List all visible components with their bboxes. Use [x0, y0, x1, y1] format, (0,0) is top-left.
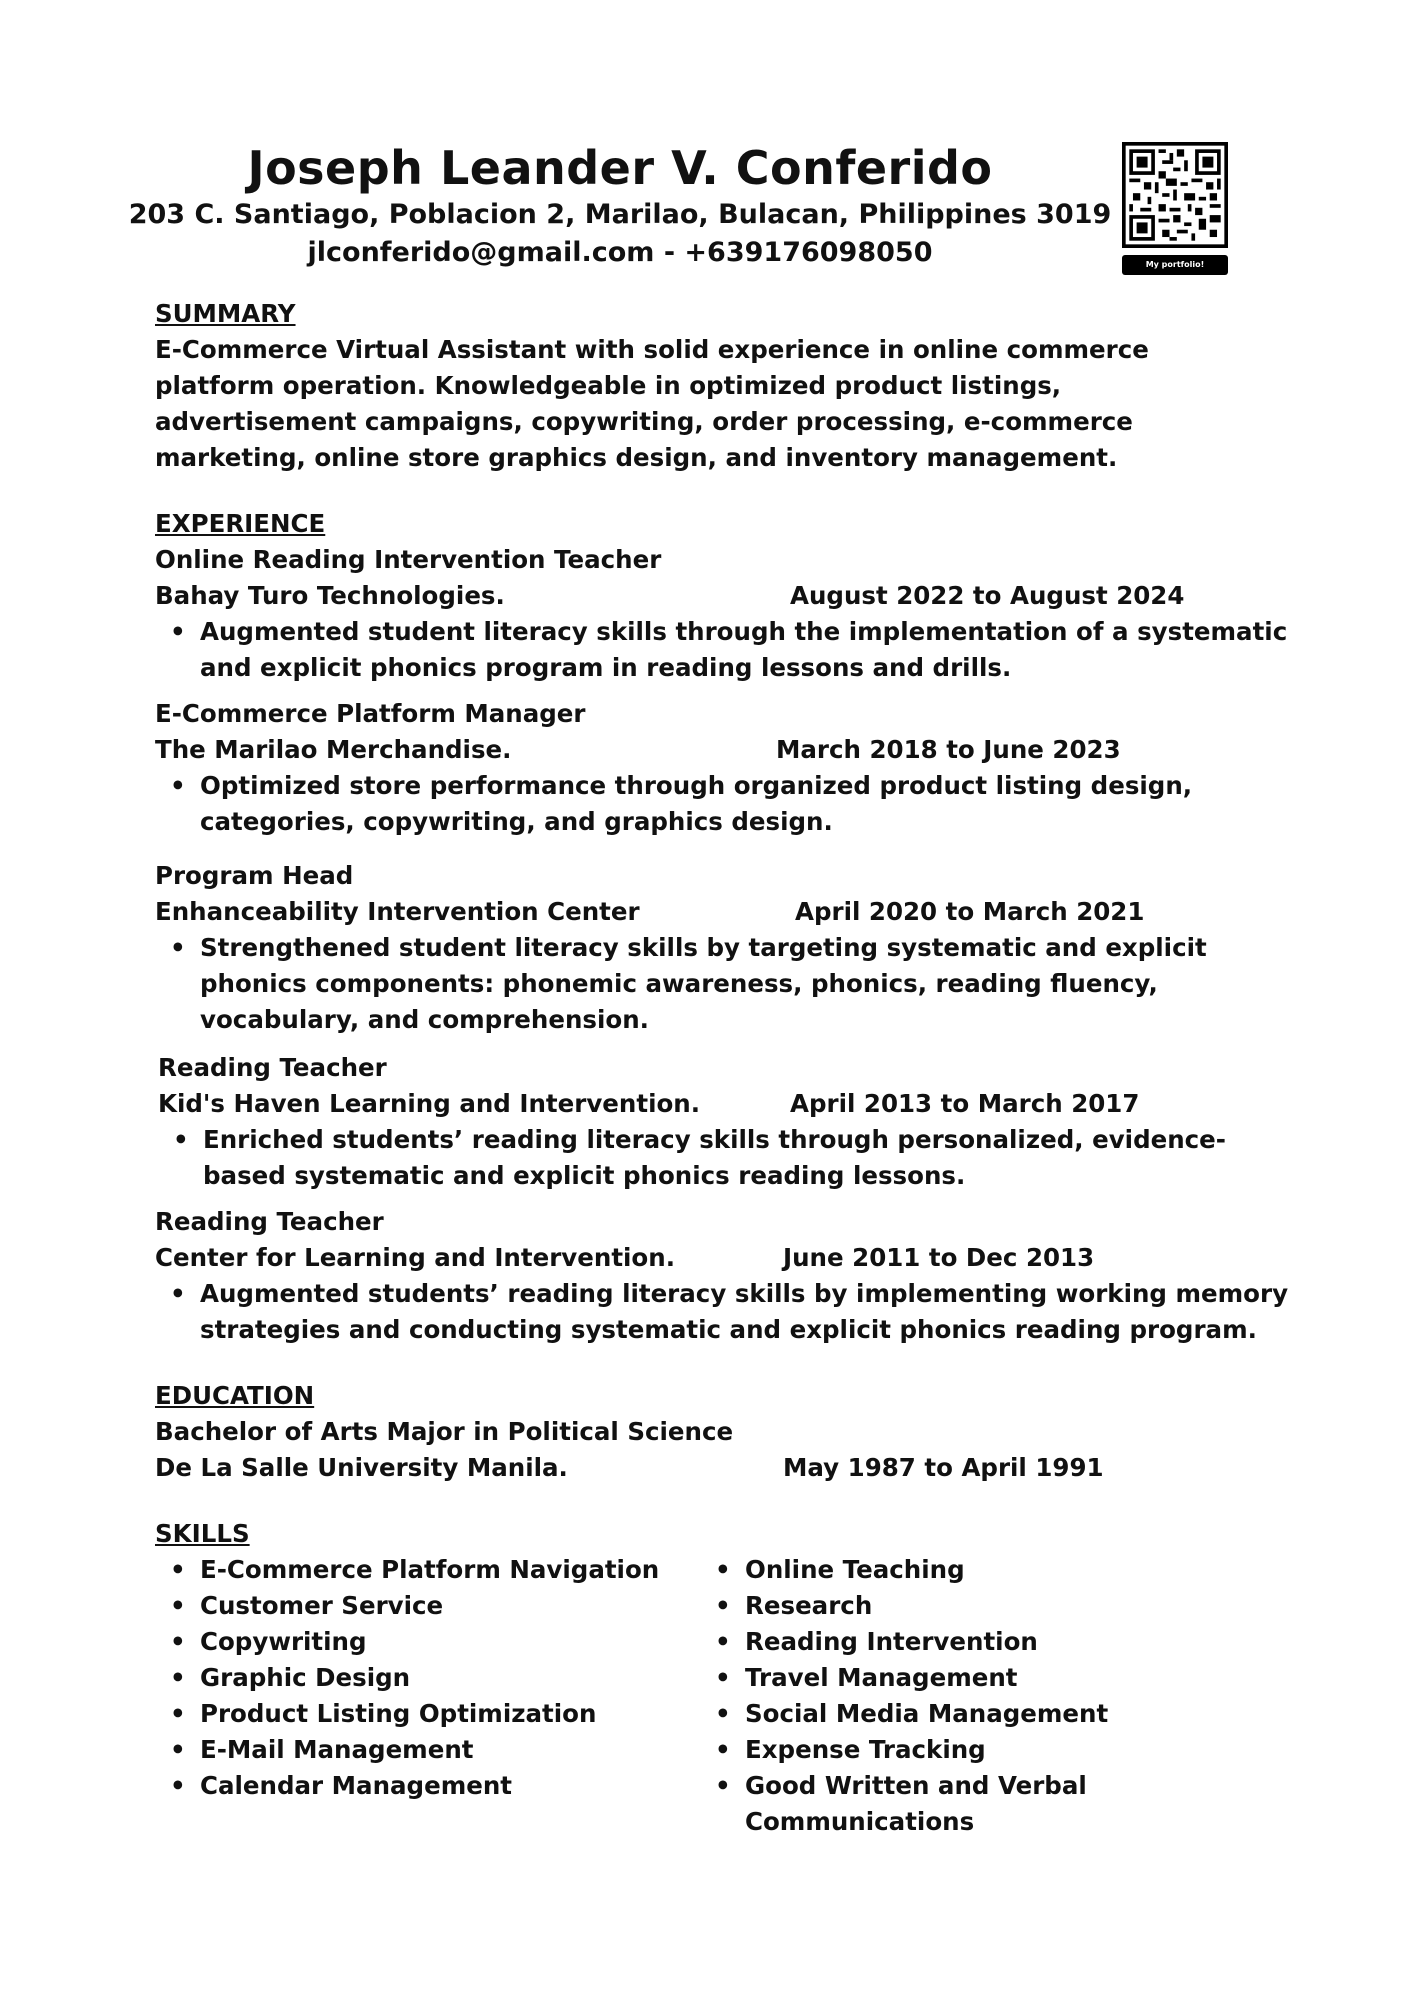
skill-item: • Travel Management [745, 1660, 1305, 1696]
job-bullet: • Strengthened student literacy skills by targeting systematic and explicit phonics components: phonemic awareness, phonics, reading fluency, vocabulary, and comprehension. [200, 930, 1305, 1038]
education-dates: May 1987 to April 1991 [783, 1453, 1104, 1482]
email-phone: jlconferido@gmail.com - +639176098050 [307, 237, 933, 268]
skill-item: • Copywriting [200, 1624, 659, 1660]
job-entry [155, 696, 1305, 840]
job-organization: Bahay Turo Technologies. [155, 581, 505, 610]
job-entry [155, 1050, 1305, 1194]
skill-item: • E-Commerce Platform Navigation [200, 1552, 659, 1588]
education-heading: EDUCATION [155, 1381, 315, 1410]
job-bullet: • Augmented student literacy skills through the implementation of a systematic and explicit phonics program in reading lessons and drills. [200, 614, 1305, 686]
education-degree: Bachelor of Arts Major in Political Science [155, 1417, 734, 1446]
job-title: Program Head [155, 861, 354, 890]
summary-text: E-Commerce Virtual Assistant with solid experience in online commerce platform operation. Knowledgeable in optimized product listings, advertisement campaigns, copywriting, order processing, e-commerce marketing, online store graphics design, and inventory management. [155, 335, 1149, 472]
skill-item: • Online Teaching [745, 1552, 1305, 1588]
qr-code-icon [1122, 142, 1228, 248]
skill-item: • Calendar Management [200, 1768, 659, 1804]
job-entry [155, 1204, 1305, 1348]
job-title: E-Commerce Platform Manager [155, 699, 586, 728]
resume-body [155, 296, 1305, 1836]
job-dates: April 2020 to March 2021 [795, 897, 1145, 926]
skill-item: • Customer Service [200, 1588, 659, 1624]
candidate-name: Joseph Leander V. Conferido [247, 141, 993, 195]
job-organization: The Marilao Merchandise. [155, 735, 512, 764]
qr-caption: My portfolio! [1122, 255, 1228, 275]
job-organization: Kid's Haven Learning and Intervention. [158, 1089, 701, 1118]
skills-column-right [700, 1552, 1305, 1840]
job-bullet: • Enriched students’ reading literacy skills through personalized, evidence-based systematic and explicit phonics reading lessons. [203, 1122, 1305, 1194]
skill-item: • Social Media Management [745, 1696, 1305, 1732]
job-organization: Center for Learning and Intervention. [155, 1243, 676, 1272]
skill-item: • Reading Intervention [745, 1624, 1305, 1660]
skills-list [155, 1552, 1305, 1836]
address: 203 C. Santiago, Poblacion 2, Marilao, Bulacan, Philippines 3019 [128, 199, 1112, 230]
job-dates: April 2013 to March 2017 [790, 1089, 1140, 1118]
job-title: Reading Teacher [155, 1207, 384, 1236]
education-school: De La Salle University Manila. [155, 1453, 568, 1482]
job-dates: March 2018 to June 2023 [776, 735, 1121, 764]
job-bullet: • Optimized store performance through organized product listing design, categories, copywriting, and graphics design. [200, 768, 1305, 840]
skill-item: • Graphic Design [200, 1660, 659, 1696]
skills-heading: SKILLS [155, 1519, 250, 1548]
experience-heading: EXPERIENCE [155, 509, 326, 538]
job-entry [155, 858, 1305, 1038]
skill-item: • Research [745, 1588, 1305, 1624]
skills-column-left [155, 1552, 659, 1804]
job-dates: August 2022 to August 2024 [790, 581, 1185, 610]
skill-item: • Good Written and Verbal Communications [745, 1768, 1305, 1840]
skill-item: • Expense Tracking [745, 1732, 1305, 1768]
resume-header [120, 140, 1120, 272]
job-dates: June 2011 to Dec 2013 [783, 1243, 1095, 1272]
job-bullet: • Augmented students’ reading literacy skills by implementing working memory strategies and conducting systematic and explicit phonics reading program. [200, 1276, 1305, 1348]
job-title: Online Reading Intervention Teacher [155, 545, 662, 574]
summary-heading: SUMMARY [155, 299, 296, 328]
skill-item: • Product Listing Optimization [200, 1696, 659, 1732]
job-entry [155, 542, 1305, 686]
job-title: Reading Teacher [158, 1053, 387, 1082]
skill-item: • E-Mail Management [200, 1732, 659, 1768]
job-organization: Enhanceability Intervention Center [155, 897, 640, 926]
